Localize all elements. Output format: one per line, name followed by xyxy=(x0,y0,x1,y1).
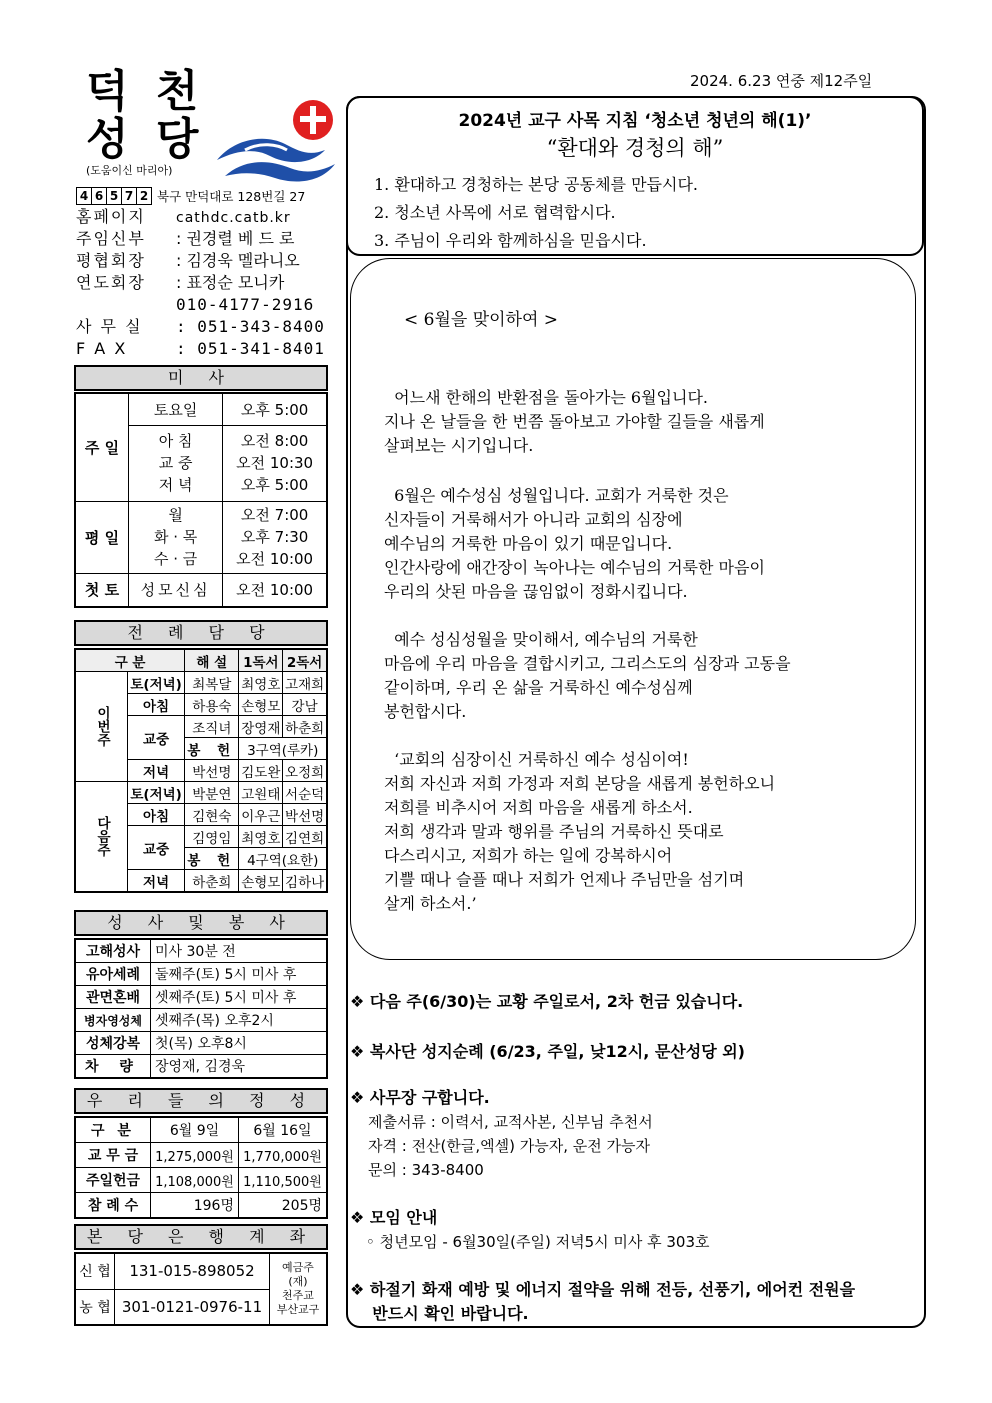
mass-table xyxy=(74,392,328,608)
offering-value: 196명 xyxy=(151,1193,239,1219)
liturgy-cell: 교중 xyxy=(128,716,185,760)
liturgy-cell: 손형모 xyxy=(239,694,283,716)
liturgy-cell: 서순덕 xyxy=(283,782,327,804)
church-name-line2: 성 당 xyxy=(86,114,205,165)
services-header: 성 사 및 봉 사 xyxy=(74,910,328,936)
service-time: 장영재, 김경욱 xyxy=(151,1055,328,1079)
services-table xyxy=(74,938,328,1079)
mass-cell: 오전 10:00 xyxy=(223,573,327,607)
service-time: 미사 30분 전 xyxy=(151,939,328,963)
service-name: 유아세례 xyxy=(75,963,151,986)
liturgy-nextweek-label: 다음주 xyxy=(75,782,128,893)
notice-hiring-contact: 문의 : 343-8400 xyxy=(368,1161,484,1179)
liturgy-header: 전 례 담 당 xyxy=(74,620,328,646)
info-fax: F A X : 051-341-8401 xyxy=(76,339,325,358)
pastoral-subtitle: “환대와 경청의 해” xyxy=(546,136,724,160)
liturgy-cell: 저녁 xyxy=(128,760,185,782)
notice-hiring-docs: 제출서류 : 이력서, 교적사본, 신부님 추천서 xyxy=(368,1113,653,1131)
message-paragraph: 어느새 한해의 반환점을 돌아가는 6월입니다. 지나 온 날들을 한 번쯤 돌아보고 가야할 길들을 새롭게 살펴보는 시기입니다. xyxy=(384,388,765,455)
liturgy-cell: 고원태 xyxy=(239,782,283,804)
liturgy-cell: 김연희 xyxy=(283,826,327,848)
liturgy-cell: 김현숙 xyxy=(185,804,239,826)
bank-account: 301-0121-0976-11 xyxy=(115,1289,270,1325)
message-paragraph: 6월은 예수성심 성월입니다. 교회가 거룩한 것은 신자들이 거룩해서가 아니라 교회의 심장에 예수님의 거룩한 마음이 있기 때문입니다. 인간사랑에 애간장이 녹아나는 예수님의 거룩한 마음이 우리의 삿된 마음을 끊임없이 정화시킵니다. xyxy=(384,486,765,601)
mass-header: 미 사 xyxy=(74,365,328,391)
offering-col-header: 구 분 xyxy=(75,1117,151,1143)
liturgy-col-header: 2독서 xyxy=(283,649,327,672)
info-pastor: 주임신부 : 권경렬 베 드 로 xyxy=(76,229,295,248)
liturgy-cell: 최영호 xyxy=(239,826,283,848)
mass-cell: 아 침 교 중 저 녁 xyxy=(129,425,223,501)
service-time: 첫(목) 오후8시 xyxy=(151,1032,328,1055)
info-office: 사 무 실 : 051-343-8400 xyxy=(76,317,325,336)
service-name: 차 량 xyxy=(75,1055,151,1079)
offering-table xyxy=(74,1116,328,1219)
offering-col-header: 6월 16일 xyxy=(238,1117,327,1143)
liturgy-cell: 교중 xyxy=(128,826,185,870)
liturgy-cell: 최복달 xyxy=(185,672,239,694)
bank-header: 본 당 은 행 계 좌 xyxy=(74,1224,328,1250)
service-time: 셋째주(목) 오후2시 xyxy=(151,1009,328,1032)
liturgy-cell: 저녁 xyxy=(128,870,185,893)
notice-meeting: ❖ 모임 안내 xyxy=(350,1208,438,1227)
info-homepage: 홈페이지 cathdc.catb.kr xyxy=(76,207,291,226)
bank-table xyxy=(74,1252,328,1326)
liturgy-col-header: 구 분 xyxy=(75,649,185,672)
mass-cell: 토요일 xyxy=(129,393,223,425)
pastoral-item: 3. 주님이 우리와 함께하심을 믿읍시다. xyxy=(374,231,647,250)
liturgy-col-header: 해 설 xyxy=(185,649,239,672)
notice-energy-cont: 반드시 확인 바랍니다. xyxy=(350,1304,529,1323)
offering-value: 1,110,500원 xyxy=(238,1168,327,1193)
service-name: 병자영성체 xyxy=(75,1009,151,1032)
mass-cell: 오전 7:00 오후 7:30 오전 10:00 xyxy=(223,501,327,573)
liturgy-cell: 하춘희 xyxy=(185,870,239,893)
offering-row-label: 참 례 수 xyxy=(75,1193,151,1219)
address xyxy=(76,187,305,205)
liturgy-cell: 봉 헌 xyxy=(185,738,239,760)
pastoral-title: 2024년 교구 사목 지침 ‘청소년 청년의 해(1)’ xyxy=(458,111,812,131)
offering-value: 205명 xyxy=(238,1193,327,1219)
liturgy-cell: 봉 헌 xyxy=(185,848,239,870)
liturgy-cell: 김도완 xyxy=(239,760,283,782)
offering-value: 1,275,000원 xyxy=(151,1143,239,1168)
notice-pilgrimage: ❖ 복사단 성지순례 (6/23, 주일, 낮12시, 문산성당 외) xyxy=(350,1042,745,1061)
notice-meeting-detail: ◦ 청년모임 - 6월30일(주일) 저녁5시 미사 후 303호 xyxy=(366,1233,710,1251)
liturgy-cell: 박선명 xyxy=(185,760,239,782)
zip-digit: 6 xyxy=(91,187,107,205)
offering-value: 1,770,000원 xyxy=(238,1143,327,1168)
mass-cell: 월 화 · 목 수 · 금 xyxy=(129,501,223,573)
liturgy-cell: 강남 xyxy=(283,694,327,716)
message-paragraph: 예수 성심성월을 맞이해서, 예수님의 거룩한 마음에 우리 마음을 결합시키고, 그리스도의 심장과 고동을 같이하며, 우리 온 삶을 거룩하신 예수성심께 봉헌합시다. xyxy=(384,630,791,721)
liturgy-cell: 김영임 xyxy=(185,826,239,848)
bulletin-date: 2024. 6.23 연중 제12주일 xyxy=(690,72,873,90)
zip-digit: 4 xyxy=(76,187,92,205)
mass-sunday-label: 주 일 xyxy=(75,393,129,501)
offering-header: 우 리 들 의 정 성 xyxy=(74,1088,328,1114)
liturgy-cell: 최영호 xyxy=(239,672,283,694)
liturgy-cell: 손형모 xyxy=(239,870,283,893)
message-prayer: ‘교회의 심장이신 거룩하신 예수 성심이여! 저희 자신과 저희 가정과 저희 본당을 새롭게 봉헌하오니 저희를 비추시어 저희 마음을 새롭게 하소서. 저희 생각과 말과 행위를 주님의 거룩하신 뜻대로 다스리시고, 저희가 하는 일에 강복하시어 기쁠 때나 슬플 때나 저희가 언제나 주님만을 섬기며 살게 하소서.’ xyxy=(384,750,776,913)
church-name-line1: 덕 천 xyxy=(86,66,205,117)
mass-cell: 오후 5:00 xyxy=(223,393,327,425)
offering-value: 1,108,000원 xyxy=(151,1168,239,1193)
liturgy-cell: 토(저녁) xyxy=(128,672,185,694)
liturgy-cell: 4구역(요한) xyxy=(239,848,327,870)
pastoral-guideline-box xyxy=(346,96,924,256)
bank-name: 신 협 xyxy=(75,1253,115,1289)
notice-hiring: ❖ 사무장 구합니다. xyxy=(350,1088,490,1107)
zip-digit: 7 xyxy=(121,187,137,205)
message-heading: < 6월을 맞이하여 > xyxy=(404,310,559,330)
liturgy-cell: 장영재 xyxy=(239,716,283,738)
service-name: 성체강복 xyxy=(75,1032,151,1055)
liturgy-cell: 조직녀 xyxy=(185,716,239,738)
service-name: 고해성사 xyxy=(75,939,151,963)
notice-hiring-qualification: 자격 : 전산(한글,엑셀) 가능자, 운전 가능자 xyxy=(368,1137,650,1155)
info-phone: 010-4177-2916 xyxy=(176,295,315,314)
bank-account: 131-015-898052 xyxy=(115,1253,270,1289)
liturgy-cell: 오정희 xyxy=(283,760,327,782)
liturgy-cell: 아침 xyxy=(128,694,185,716)
liturgy-thisweek-label: 이번주 xyxy=(75,672,128,782)
info-council-president: 평협회장 : 김경욱 멜라니오 xyxy=(76,251,300,270)
account-holder: 예금주 (재) 천주교 부산교구 xyxy=(270,1253,328,1325)
service-name: 관면혼배 xyxy=(75,986,151,1009)
pastoral-item: 1. 환대하고 경청하는 본당 공동체를 만듭시다. xyxy=(374,175,698,194)
liturgy-cell: 토(저녁) xyxy=(128,782,185,804)
service-time: 셋째주(토) 5시 미사 후 xyxy=(151,986,328,1009)
offering-row-label: 주일헌금 xyxy=(75,1168,151,1193)
liturgy-cell: 박선명 xyxy=(283,804,327,826)
church-logo-icon xyxy=(215,98,340,188)
liturgy-cell: 하춘희 xyxy=(283,716,327,738)
service-time: 둘째주(토) 5시 미사 후 xyxy=(151,963,328,986)
liturgy-col-header: 1독서 xyxy=(239,649,283,672)
notice-offering: ❖ 다음 주(6/30)는 교황 주일로서, 2차 헌금 있습니다. xyxy=(350,992,744,1011)
liturgy-cell: 고재희 xyxy=(283,672,327,694)
liturgy-table xyxy=(74,648,328,893)
info-funeral-president: 연도회장 : 표정순 모니카 xyxy=(76,273,285,292)
liturgy-cell: 김하나 xyxy=(283,870,327,893)
liturgy-cell: 아침 xyxy=(128,804,185,826)
mass-firstsat-label: 첫 토 xyxy=(75,573,129,607)
pastoral-item: 2. 청소년 사목에 서로 협력합시다. xyxy=(374,203,616,222)
offering-row-label: 교 무 금 xyxy=(75,1143,151,1168)
liturgy-cell: 박분연 xyxy=(185,782,239,804)
mass-cell: 성모신심 xyxy=(129,573,223,607)
street-address: 북구 만덕대로 128번길 27 xyxy=(157,189,306,204)
liturgy-cell: 이우근 xyxy=(239,804,283,826)
zip-digit: 2 xyxy=(136,187,152,205)
notice-energy: ❖ 하절기 화재 예방 및 에너지 절약을 위해 전등, 선풍기, 에어컨 전원을 xyxy=(350,1280,856,1299)
church-subtitle: (도움이신 마리아) xyxy=(86,164,173,177)
bank-name: 농 협 xyxy=(75,1289,115,1325)
liturgy-cell: 3구역(루카) xyxy=(239,738,327,760)
zip-digit: 5 xyxy=(106,187,122,205)
offering-col-header: 6월 9일 xyxy=(151,1117,239,1143)
mass-weekday-label: 평 일 xyxy=(75,501,129,573)
liturgy-cell: 하용숙 xyxy=(185,694,239,716)
mass-cell: 오전 8:00 오전 10:30 오후 5:00 xyxy=(223,425,327,501)
